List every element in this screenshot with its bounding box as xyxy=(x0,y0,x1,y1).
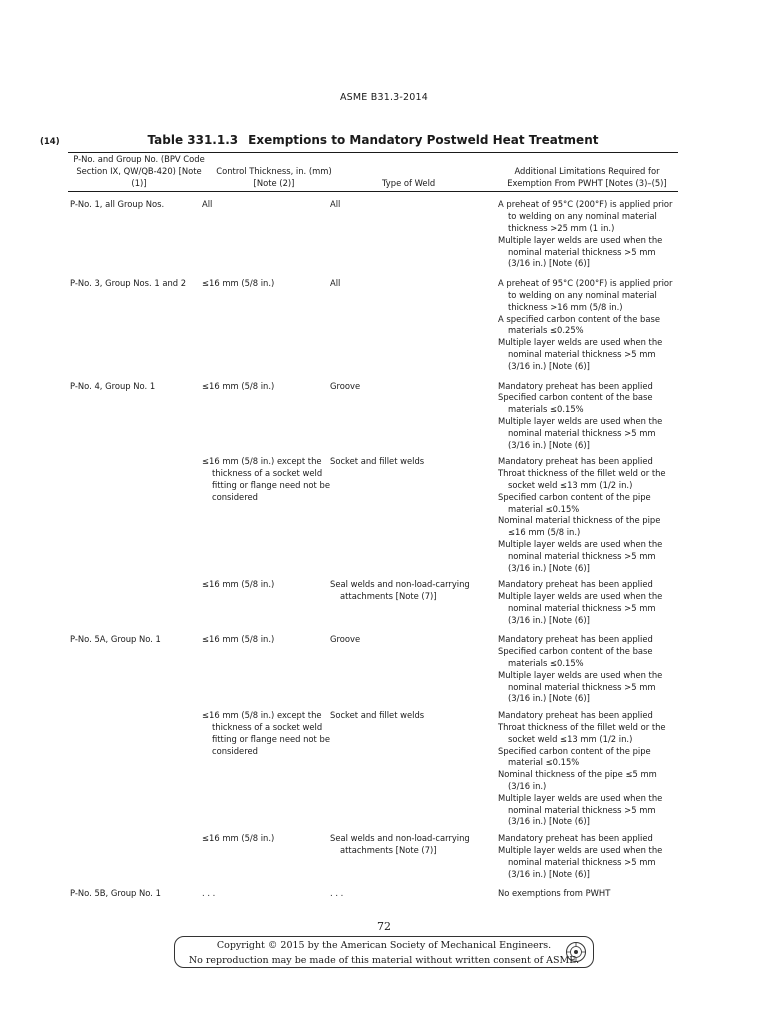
limitation-item: Mandatory preheat has been applied xyxy=(498,634,653,645)
table-row xyxy=(68,880,678,900)
weld-type-cell: Seal welds and non-load-carrying attachments [Note (7)] xyxy=(330,579,470,602)
control-thickness-cell: ≤16 mm (5/8 in.) except the thickness of a socket weld fitting or flange need not be considered xyxy=(202,710,330,756)
table-row xyxy=(68,270,678,372)
table-header-row xyxy=(68,153,678,192)
limitation-item: Multiple layer welds are used when the nominal material thickness >5 mm (3/16 in.) [Note (6)] xyxy=(498,845,663,879)
table-row xyxy=(68,828,678,880)
limitation-item: Multiple layer welds are used when the nominal material thickness >5 mm (3/16 in.) [Note (6)] xyxy=(498,337,663,371)
control-thickness-cell: ≤16 mm (5/8 in.) xyxy=(202,380,275,391)
limitation-item: A specified carbon content of the base materials ≤0.25% xyxy=(498,313,660,336)
weld-type-cell: Socket and fillet welds xyxy=(330,456,425,467)
limitation-item: A preheat of 95°C (200°F) is applied prior to welding on any nominal material thickness >25 mm (1 in.) xyxy=(498,199,673,233)
control-thickness-cell: ≤16 mm (5/8 in.) xyxy=(202,634,275,645)
limitation-item: Mandatory preheat has been applied xyxy=(498,579,653,590)
weld-type-cell: All xyxy=(330,278,341,289)
table-row xyxy=(68,451,678,574)
weld-type-cell: . . . xyxy=(330,888,344,899)
table-row xyxy=(68,705,678,828)
column-header-weld-type: Type of Weld xyxy=(338,153,496,192)
control-thickness-cell: ≤16 mm (5/8 in.) xyxy=(202,579,275,590)
limitation-item: A preheat of 95°C (200°F) is applied prior to welding on any nominal material thickness >16 mm (5/8 in.) xyxy=(498,278,673,312)
weld-type-cell: All xyxy=(330,199,341,210)
limitation-item: Mandatory preheat has been applied xyxy=(498,380,653,391)
limitations-cell xyxy=(496,451,678,574)
pno-group-cell: P-No. 5A, Group No. 1 xyxy=(70,634,161,645)
reproduction-line: No reproduction may be made of this material without written consent of ASME. xyxy=(188,955,580,966)
copyright-notice xyxy=(174,936,594,968)
pno-group-cell: P-No. 1, all Group Nos. xyxy=(70,199,165,210)
control-thickness-cell: . . . xyxy=(202,888,216,899)
page-number: 72 xyxy=(377,920,391,933)
limitation-item: Nominal material thickness of the pipe ≤16 mm (5/8 in.) xyxy=(498,515,661,538)
limitation-item: Multiple layer welds are used when the nominal material thickness >5 mm (3/16 in.) [Note (6)] xyxy=(498,234,663,269)
limitation-item: Nominal thickness of the pipe ≤5 mm (3/16 in.) xyxy=(498,769,657,792)
column-header-limitations: Additional Limitations Required for Exemption From PWHT [Notes (3)–(5)] xyxy=(496,153,678,192)
limitation-item: No exemptions from PWHT xyxy=(498,888,611,899)
column-header-thickness: Control Thickness, in. (mm) [Note (2)] xyxy=(210,153,338,192)
limitations-cell xyxy=(496,626,678,705)
limitation-item: Multiple layer welds are used when the nominal material thickness >5 mm (3/16 in.) [Note (6)] xyxy=(498,415,663,450)
table-row xyxy=(68,192,678,270)
limitation-item: Specified carbon content of the pipe material ≤0.15% xyxy=(498,745,651,768)
weld-type-cell: Socket and fillet welds xyxy=(330,710,425,721)
asme-seal-icon xyxy=(565,941,587,963)
limitations-cell xyxy=(496,373,678,452)
limitation-item: Throat thickness of the fillet weld or the socket weld ≤13 mm (1/2 in.) xyxy=(498,468,666,490)
table-row xyxy=(68,373,678,452)
weld-type-cell: Groove xyxy=(330,634,361,645)
column-header-pno: P-No. and Group No. (BPV Code Section IX, QW/QB-420) [Note (1)] xyxy=(68,153,210,192)
limitation-item: Mandatory preheat has been applied xyxy=(498,833,653,844)
limitations-cell xyxy=(496,828,678,880)
limitation-item: Multiple layer welds are used when the nominal material thickness >5 mm (3/16 in.) [Note (6)] xyxy=(498,591,663,625)
limitation-item: Specified carbon content of the base materials ≤0.15% xyxy=(498,646,653,669)
limitation-item: Mandatory preheat has been applied xyxy=(498,710,653,721)
pno-group-cell: P-No. 4, Group No. 1 xyxy=(70,380,156,391)
edition-mark: (14) xyxy=(40,137,60,147)
limitation-item: Multiple layer welds are used when the nominal material thickness >5 mm (3/16 in.) [Note (6)] xyxy=(498,792,663,827)
limitation-item: Multiple layer welds are used when the nominal material thickness >5 mm (3/16 in.) [Note (6)] xyxy=(498,538,663,573)
weld-type-cell: Groove xyxy=(330,380,361,391)
limitation-item: Specified carbon content of the base materials ≤0.15% xyxy=(498,392,653,415)
table-row xyxy=(68,626,678,705)
running-head: ASME B31.3-2014 xyxy=(339,92,429,103)
limitation-item: Specified carbon content of the pipe material ≤0.15% xyxy=(498,491,651,514)
control-thickness-cell: ≤16 mm (5/8 in.) xyxy=(202,833,275,844)
table-title xyxy=(68,133,678,147)
control-thickness-cell: ≤16 mm (5/8 in.) xyxy=(202,278,275,289)
pno-group-cell xyxy=(68,574,210,626)
limitations-cell xyxy=(496,192,678,270)
limitations-cell xyxy=(496,270,678,372)
limitation-item: Mandatory preheat has been applied xyxy=(498,456,653,467)
table-row xyxy=(68,574,678,626)
pno-group-cell xyxy=(68,828,210,880)
limitations-cell xyxy=(496,705,678,828)
pno-group-cell: P-No. 3, Group Nos. 1 and 2 xyxy=(70,278,187,289)
pwht-exemption-table xyxy=(68,152,678,900)
weld-type-cell: Seal welds and non-load-carrying attachments [Note (7)] xyxy=(330,833,470,856)
limitation-item: Multiple layer welds are used when the nominal material thickness >5 mm (3/16 in.) [Note (6)] xyxy=(498,669,663,704)
pno-group-cell: P-No. 5B, Group No. 1 xyxy=(70,888,161,899)
limitations-cell xyxy=(496,574,678,626)
pno-group-cell xyxy=(68,705,210,828)
control-thickness-cell: ≤16 mm (5/8 in.) except the thickness of a socket weld fitting or flange need not be considered xyxy=(202,456,330,502)
copyright-line: Copyright © 2015 by the American Society of Mechanical Engineers. xyxy=(216,940,552,951)
control-thickness-cell: All xyxy=(202,199,213,210)
table-number: Table 331.1.3 xyxy=(147,133,239,147)
limitation-item: Throat thickness of the fillet weld or the socket weld ≤13 mm (1/2 in.) xyxy=(498,722,666,744)
pno-group-cell xyxy=(68,451,210,574)
table-caption: Exemptions to Mandatory Postweld Heat Treatment xyxy=(248,133,599,147)
limitations-cell xyxy=(496,880,678,900)
